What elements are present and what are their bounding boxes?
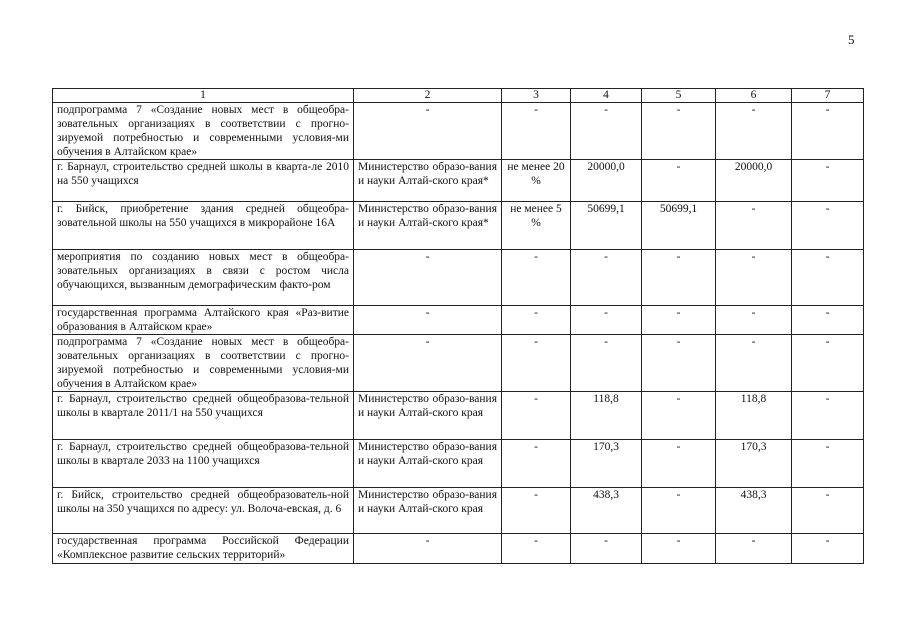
table-row — [53, 306, 864, 335]
table-cell: государственная программа Российской Федерации «Комплексное развитие сельских территорий» — [53, 534, 354, 564]
header-cell: 6 — [716, 89, 792, 103]
table-cell: - — [716, 335, 792, 392]
table-cell: - — [792, 202, 864, 250]
table-cell: - — [354, 306, 502, 335]
table-cell: г. Барнаул, строительство средней общеобразова-тельной школы в квартале 2033 на 1100 учащихся — [53, 440, 354, 488]
table-cell: г. Бийск, приобретение здания средней общеобра-зовательной школы на 550 учащихся в микрорайоне 16А — [53, 202, 354, 250]
table-cell: не менее 20 % — [502, 160, 571, 202]
table-cell: - — [354, 103, 502, 160]
table-cell: не менее 5 % — [502, 202, 571, 250]
header-cell: 1 — [53, 89, 354, 103]
table-cell: - — [502, 392, 571, 440]
table-cell: - — [642, 103, 716, 160]
table-cell: 50699,1 — [642, 202, 716, 250]
table-cell: подпрограмма 7 «Создание новых мест в общеобра-зовательных организациях в соответствии с прогно-зируемой потребностью и современными условия-ми обучения в Алтайском крае» — [53, 103, 354, 160]
table-cell: Министерство образо-вания и науки Алтай-ского края — [354, 488, 502, 534]
table-row — [53, 250, 864, 306]
table-cell: - — [642, 335, 716, 392]
table-row — [53, 160, 864, 202]
header-cell: 2 — [354, 89, 502, 103]
table-cell: - — [502, 534, 571, 564]
table-cell: - — [571, 250, 642, 306]
table-cell: - — [502, 103, 571, 160]
table-cell: - — [792, 335, 864, 392]
table-cell: - — [502, 488, 571, 534]
table-cell: г. Барнаул, строительство средней общеобразова-тельной школы в квартале 2011/1 на 550 учащихся — [53, 392, 354, 440]
table-cell: - — [716, 202, 792, 250]
table-row — [53, 103, 864, 160]
table-cell: - — [642, 488, 716, 534]
table-cell: Министерство образо-вания и науки Алтай-ского края — [354, 440, 502, 488]
header-cell: 3 — [502, 89, 571, 103]
table-cell: - — [571, 103, 642, 160]
table-cell: - — [354, 250, 502, 306]
table-cell: подпрограмма 7 «Создание новых мест в общеобра-зовательных организациях в соответствии с прогно-зируемой потребностью и современными условия-ми обучения в Алтайском крае» — [53, 335, 354, 392]
table-cell: - — [642, 250, 716, 306]
table-cell: 438,3 — [571, 488, 642, 534]
table-row — [53, 534, 864, 564]
table-cell: - — [716, 534, 792, 564]
header-cell: 7 — [792, 89, 864, 103]
table-cell: - — [792, 392, 864, 440]
table-cell: - — [354, 534, 502, 564]
table-cell: - — [792, 103, 864, 160]
table-cell: 20000,0 — [571, 160, 642, 202]
table-cell: - — [642, 160, 716, 202]
header-row — [53, 89, 864, 103]
table-cell: 20000,0 — [716, 160, 792, 202]
table-row — [53, 488, 864, 534]
table-cell: г. Бийск, строительство средней общеобразователь-ной школы на 350 учащихся по адресу: ул. Волоча-евская, д. 6 — [53, 488, 354, 534]
table-cell: - — [716, 250, 792, 306]
table-cell: - — [571, 335, 642, 392]
table-cell: - — [792, 534, 864, 564]
table-cell: 50699,1 — [571, 202, 642, 250]
table-cell: Министерство образо-вания и науки Алтай-ского края* — [354, 202, 502, 250]
table-cell: - — [502, 306, 571, 335]
table-cell: - — [642, 534, 716, 564]
program-table — [52, 88, 864, 564]
table-cell: государственная программа Алтайского края «Раз-витие образования в Алтайском крае» — [53, 306, 354, 335]
table-cell: - — [792, 250, 864, 306]
table-row — [53, 392, 864, 440]
table-cell: - — [716, 306, 792, 335]
table-cell: - — [502, 335, 571, 392]
table-cell: - — [642, 392, 716, 440]
table-cell: Министерство образо-вания и науки Алтай-ского края* — [354, 160, 502, 202]
page-number: 5 — [848, 32, 855, 47]
table-cell: - — [792, 160, 864, 202]
table-cell: - — [642, 306, 716, 335]
table-cell: - — [571, 534, 642, 564]
table-row — [53, 202, 864, 250]
table-cell: 118,8 — [571, 392, 642, 440]
table-row — [53, 440, 864, 488]
table-cell: Министерство образо-вания и науки Алтай-ского края — [354, 392, 502, 440]
table-cell: - — [502, 440, 571, 488]
table-cell: - — [716, 103, 792, 160]
table-cell: 170,3 — [716, 440, 792, 488]
table-cell: - — [792, 440, 864, 488]
table-cell: - — [642, 440, 716, 488]
table-cell: - — [354, 335, 502, 392]
table-cell: - — [502, 250, 571, 306]
table-cell: мероприятия по созданию новых мест в общеобра-зовательных организациях в связи с ростом числа обучающихся, вызванным демографическим факто-ром — [53, 250, 354, 306]
table-cell: 118,8 — [716, 392, 792, 440]
table-cell: - — [571, 306, 642, 335]
table-cell: - — [792, 306, 864, 335]
table-cell: 438,3 — [716, 488, 792, 534]
table-cell: - — [792, 488, 864, 534]
table-cell: г. Барнаул, строительство средней школы в кварта-ле 2010 на 550 учащихся — [53, 160, 354, 202]
header-cell: 4 — [571, 89, 642, 103]
header-cell: 5 — [642, 89, 716, 103]
table-row — [53, 335, 864, 392]
table-cell: 170,3 — [571, 440, 642, 488]
